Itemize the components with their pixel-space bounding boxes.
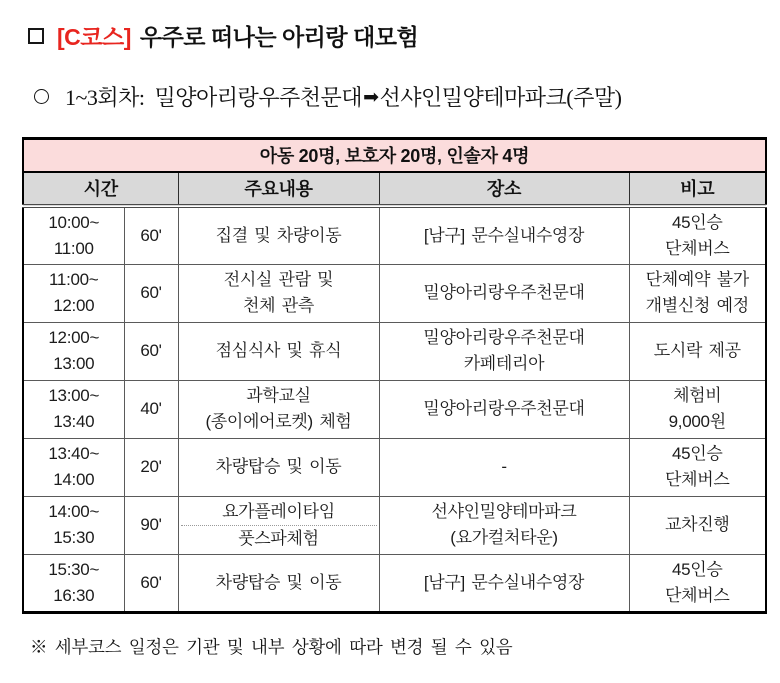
- table-row: [23, 380, 766, 438]
- time-cell: [23, 496, 124, 554]
- cell-line: 점심식사 및 휴식: [215, 341, 342, 360]
- cell-line: 11:00: [53, 238, 94, 258]
- place-cell: [379, 322, 629, 380]
- time-cell: [23, 554, 124, 612]
- page-title: [28, 19, 780, 52]
- cell-line: 60': [140, 341, 162, 360]
- table-row: [23, 322, 766, 380]
- cell-line: 40': [140, 399, 162, 418]
- place-cell: [379, 438, 629, 496]
- cell-line: [남구] 문수실내수영장: [423, 572, 585, 592]
- caption-row: [23, 139, 766, 172]
- time-cell: [23, 438, 124, 496]
- cell-line: 단체예약 불가: [645, 270, 749, 289]
- content-cell: [178, 554, 379, 612]
- cell-line: 10:00~: [48, 212, 100, 232]
- session-label: 1~3회차:: [65, 85, 145, 110]
- table-caption: 아동 20명, 보호자 20명, 인솔자 4명: [23, 139, 766, 172]
- cell-line: 13:40: [53, 412, 95, 431]
- content-cell: [178, 206, 379, 265]
- content-cell: [178, 322, 379, 380]
- col-header-time: 시간: [23, 172, 178, 206]
- note-cell: [629, 206, 766, 265]
- cell-line: 13:40~: [48, 444, 100, 463]
- place-cell: [379, 206, 629, 265]
- time-cell: [23, 380, 124, 438]
- content-cell: [178, 264, 379, 322]
- duration-cell: [124, 264, 178, 322]
- place-cell: [379, 380, 629, 438]
- note-cell: [629, 380, 766, 438]
- header-row: [23, 172, 766, 206]
- col-header-note: 비고: [629, 172, 766, 206]
- cell-line: [남구] 문수실내수영장: [423, 225, 585, 245]
- time-cell: [23, 264, 124, 322]
- cell-line: 13:00~: [48, 386, 100, 405]
- cell-line: 단체버스: [665, 238, 730, 258]
- cell-line: 개별신청 예정: [645, 296, 749, 315]
- course-tag: [C코스]: [57, 24, 131, 50]
- cell-line: 15:30~: [48, 559, 100, 579]
- note-cell: [629, 438, 766, 496]
- time-cell: [23, 206, 124, 265]
- cell-line: 집결 및 차량이동: [215, 225, 342, 245]
- cell-line: 20': [140, 457, 162, 476]
- note-cell: [629, 554, 766, 612]
- place-cell: [379, 496, 629, 554]
- cell-line: (요가컬처타운): [450, 528, 558, 547]
- note-cell: [629, 322, 766, 380]
- cell-line: 체험비: [673, 386, 722, 405]
- route-to: 선샤인밀양테마파크(주말): [379, 85, 622, 110]
- circle-bullet-icon: [34, 89, 49, 104]
- time-cell: [23, 322, 124, 380]
- cell-line: 카페테리아: [463, 354, 545, 373]
- subtitle: [34, 81, 780, 112]
- cell-line: 14:00: [53, 470, 95, 489]
- duration-cell: [124, 496, 178, 554]
- duration-cell: [124, 206, 178, 265]
- table-row: [23, 554, 766, 612]
- cell-line: 단체버스: [665, 470, 730, 489]
- place-cell: [379, 554, 629, 612]
- cell-line: 밀양아리랑우주천문대: [423, 399, 585, 418]
- duration-cell: [124, 380, 178, 438]
- cell-line: 45인승: [671, 212, 723, 232]
- schedule-body: [23, 206, 766, 613]
- cell-line: 12:00~: [48, 328, 100, 347]
- cell-line: 차량탑승 및 이동: [215, 457, 342, 476]
- place-cell: [379, 264, 629, 322]
- content-cell: [178, 496, 379, 554]
- cell-line: 밀양아리랑우주천문대: [423, 283, 585, 302]
- route-from: 밀양아리랑우주천문대: [154, 85, 363, 110]
- cell-line: 밀양아리랑우주천문대: [423, 328, 585, 347]
- cell-line: 9,000원: [668, 412, 726, 431]
- cell-line: 60': [140, 572, 162, 592]
- cell-line: 도시락 제공: [653, 341, 741, 360]
- note-cell: [629, 496, 766, 554]
- col-header-content: 주요내용: [178, 172, 379, 206]
- cell-line: 차량탑승 및 이동: [215, 572, 342, 592]
- cell-line: 15:30: [53, 528, 95, 547]
- col-header-place: 장소: [379, 172, 629, 206]
- cell-line: (종이에어로켓) 체험: [205, 412, 352, 431]
- cell-line: 과학교실: [246, 386, 311, 405]
- title-text: 우주로 떠나는 아리랑 대모험: [139, 24, 419, 50]
- note-cell: [629, 264, 766, 322]
- table-row: [23, 264, 766, 322]
- cell-line: 45인승: [671, 444, 723, 463]
- cell-line: 교차진행: [665, 515, 730, 534]
- cell-line: 풋스파체험: [181, 525, 377, 552]
- cell-line: 천체 관측: [243, 296, 314, 315]
- cell-line: 16:30: [53, 585, 95, 605]
- table-row: [23, 206, 766, 265]
- table-row: [23, 438, 766, 496]
- duration-cell: [124, 322, 178, 380]
- duration-cell: [124, 554, 178, 612]
- duration-cell: [124, 438, 178, 496]
- cell-line: 90': [140, 515, 162, 534]
- cell-line: 12:00: [53, 296, 95, 315]
- cell-line: 11:00~: [49, 270, 99, 289]
- cell-line: 13:00: [53, 354, 95, 373]
- content-cell: [178, 380, 379, 438]
- cell-line: 전시실 관람 및: [223, 270, 334, 289]
- footnote: ※ 세부코스 일정은 기관 및 내부 상황에 따라 변경 될 수 있음: [30, 636, 513, 657]
- table-row: [23, 496, 766, 554]
- cell-line: 선샤인밀양테마파크: [431, 502, 577, 521]
- right-arrow-icon: ➡: [363, 85, 379, 108]
- cell-line: 60': [140, 225, 162, 245]
- cell-line: 60': [140, 283, 162, 302]
- schedule-table: [22, 137, 767, 614]
- cell-line: -: [501, 457, 507, 476]
- cell-line: 요가플레이타임: [222, 501, 335, 521]
- checkbox-icon: [28, 28, 44, 44]
- cell-line: 단체버스: [665, 585, 730, 605]
- cell-line: 45인승: [671, 559, 723, 579]
- cell-line: 14:00~: [48, 502, 100, 521]
- content-cell: [178, 438, 379, 496]
